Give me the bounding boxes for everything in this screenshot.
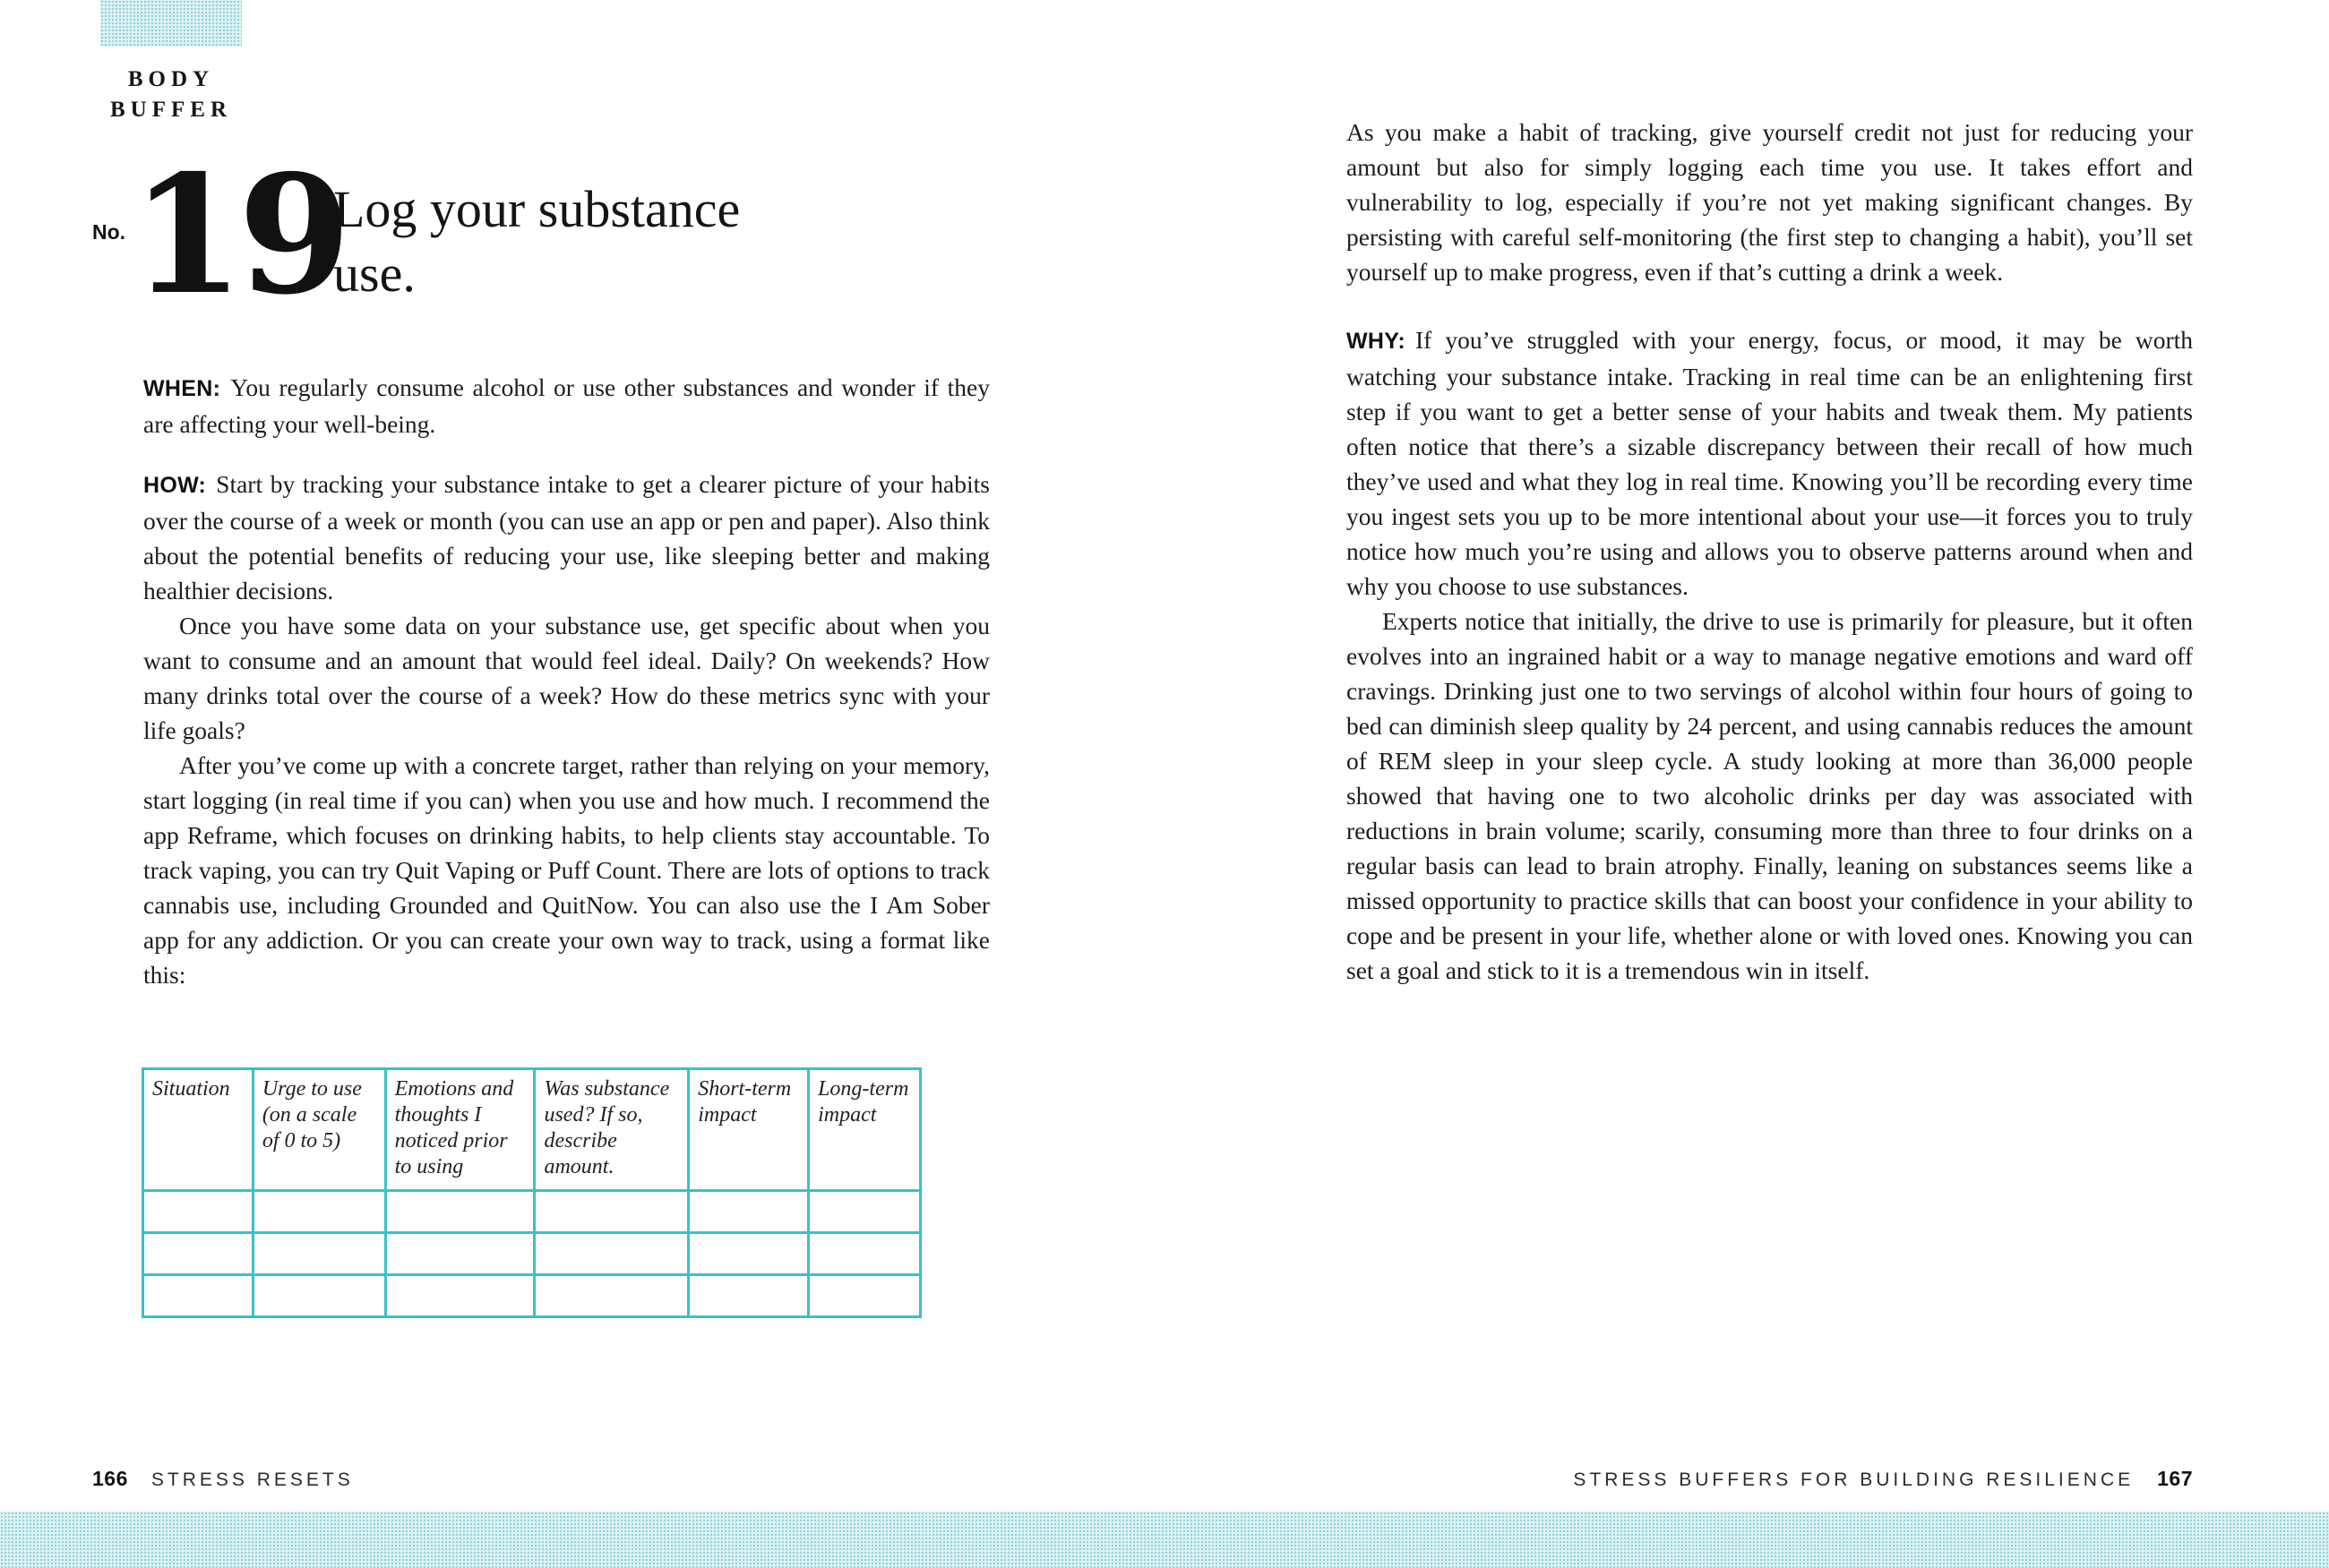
- table-header-row: [143, 1069, 921, 1191]
- left-page-number: 166: [92, 1467, 128, 1490]
- why-paragraph-2: Experts notice that initially, the drive to use is primarily for pleasure, but it often evolves into an ingrained habit or a way to manage negative emotions and ward off cravings. Drinking just one to two servings of alcohol within four hours of going to bed can diminish sleep quality by 24 percent, and using cannabis reduces the amount of REM sleep in your sleep cycle. A study looking at more than 36,000 people showed that having one to two alcoholic drinks per day was associated with reductions in brain volume; scarily, consuming more than three to four drinks on a regular basis can lead to brain atrophy. Finally, leaning on substances seems like a missed opportunity to practice skills that can boost your confidence in your ability to cope and be present in your life, whether alone or with loved ones. Knowing you can set a goal and stick to it is a tremendous win in itself.: [1346, 607, 2193, 984]
- how-text-1: Start by tracking your substance intake to get a clearer picture of your habits over the course of a week or month (you can use an app or pen and paper). Also think about the potential benefits of reducing your use, like sleeping better and making healthier decisions.: [143, 470, 990, 604]
- table-row: [143, 1191, 921, 1233]
- continuation-paragraph: As you make a habit of tracking, give yourself credit not just for reducing your amount but also for simply logging each time you use. It takes effort and vulnerability to log, especially if you’re not yet making significant changes. By persisting with careful self-monitoring (the first step to changing a habit), you’ll set yourself up to make progress, even if that’s cutting a drink a week.: [1346, 118, 2193, 286]
- left-page-footer: [92, 1467, 354, 1491]
- why-label: WHY:: [1346, 329, 1405, 354]
- how-section: [143, 467, 990, 992]
- table-row: [143, 1233, 921, 1275]
- when-paragraph: [143, 370, 990, 441]
- how-paragraph-3: After you’ve come up with a concrete target, rather than relying on your memory, start logging (in real time if you can) when you use and how much. I recommend the app Reframe, which focuses on drinking habits, to help clients stay accountable. To track vaping, you can try Quit Vaping or Puff Count. There are lots of options to track cannabis use, including Grounded and QuitNow. You can also use the I Am Sober app for any addiction. Or you can create your own way to track, using a format like this:: [143, 751, 990, 989]
- right-page-text: [1346, 115, 2193, 988]
- table-header-short-term: Short-term impact: [689, 1069, 809, 1191]
- reset-number: 19: [131, 139, 346, 330]
- when-text: You regularly consume alcohol or use other substances and wonder if they are affecting your well-being.: [143, 373, 990, 438]
- left-footer-text: STRESS RESETS: [150, 1469, 354, 1490]
- table-header-substance-used: Was substance used? If so, describe amount.: [535, 1069, 689, 1191]
- how-paragraph-2: Once you have some data on your substance use, get specific about when you want to consume and an amount that would feel ideal. Daily? On weekends? How many drinks total over the course of a week? How do these metrics sync with your life goals?: [143, 612, 990, 744]
- when-section: [143, 370, 990, 441]
- table-header-emotions: Emotions and thoughts I noticed prior to using: [385, 1069, 535, 1191]
- why-section: [1346, 322, 2193, 988]
- how-label: HOW:: [143, 473, 207, 498]
- table-row: [143, 1275, 921, 1317]
- how-paragraph-1: [143, 467, 990, 608]
- when-label: WHEN:: [143, 376, 221, 401]
- why-paragraph-1: [1346, 322, 2193, 604]
- substance-log-table: [142, 1067, 922, 1318]
- right-footer-text: STRESS BUFFERS FOR BUILDING RESILIENCE: [1573, 1469, 2135, 1490]
- right-page-footer: [1346, 1467, 2193, 1491]
- table-header-long-term: Long-term impact: [809, 1069, 921, 1191]
- chapter-tab-rect: [100, 0, 242, 47]
- table-header-situation: Situation: [143, 1069, 254, 1191]
- number-prefix-label: No.: [92, 220, 126, 244]
- table-header-urge: Urge to use (on a scale of 0 to 5): [253, 1069, 385, 1191]
- right-page-number: 167: [2157, 1467, 2193, 1490]
- bottom-band: [0, 1512, 2329, 1568]
- page-title: Log your substance use.: [333, 180, 741, 303]
- category-label: BODY BUFFER: [110, 67, 232, 122]
- why-text-1: If you’ve struggled with your energy, focus, or mood, it may be worth watching your substance intake. Tracking in real time can be an enlightening first step if you want to get a better sense of your habits and tweak them. My patients often notice that there’s a sizable discrepancy between their recall of how much they’ve used and what they log in real time. Knowing you’ll be recording every time you ingest sets you up to be more intentional about your use—it forces you to truly notice how much you’re using and allows you to observe patterns around when and why you choose to use substances.: [1346, 326, 2193, 600]
